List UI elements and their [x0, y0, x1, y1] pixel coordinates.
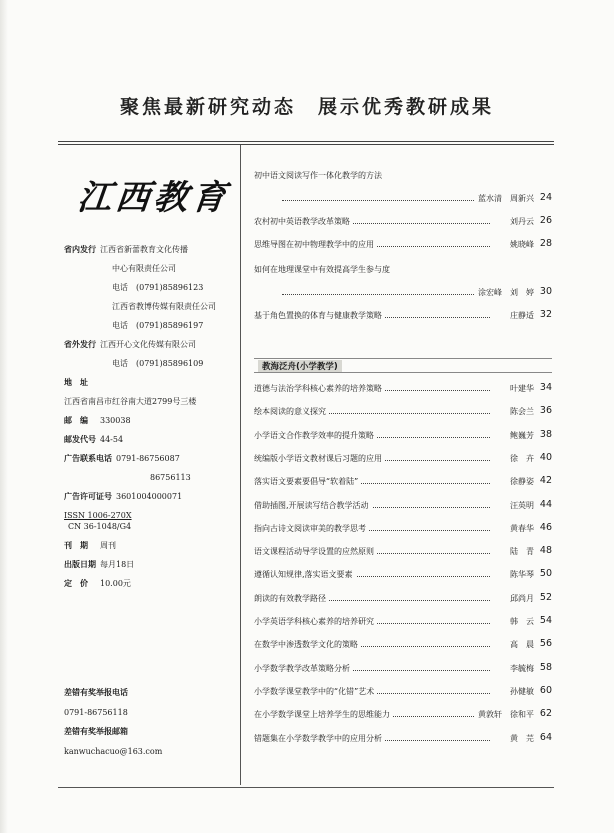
toc-entry[interactable] [254, 593, 552, 607]
zip-value: 330038 [100, 416, 131, 425]
toc-entry-author: 鲍巍芳 [507, 430, 534, 441]
toc-entry-author: 叶建华 [507, 383, 534, 394]
toc-entry-title: 在数学中渗透数学文化的策略 [254, 639, 361, 650]
toc-entry-author: 刘丹云 [507, 216, 534, 227]
ad-phone-label: 广告联系电话 [64, 454, 112, 463]
toc-entry[interactable] [254, 709, 552, 723]
toc-entry[interactable] [254, 239, 552, 253]
toc-entry-author: 李毓梅 [507, 663, 534, 674]
toc-entry[interactable] [254, 193, 552, 207]
postal-code-value: 44-54 [100, 435, 124, 444]
toc-entry-page: 42 [539, 475, 552, 487]
toc-entry-title: 小学数学教学改革策略分析 [254, 663, 353, 674]
toc-entry-title: 小学语文合作教学效率的提升策略 [254, 430, 377, 441]
toc-entry-author: 汪英明 [507, 500, 534, 511]
toc-entry-author: 黄春华 [507, 523, 534, 534]
toc-entry-page: 58 [539, 661, 552, 673]
toc-entry[interactable] [254, 430, 552, 444]
frequency-value: 周刊 [100, 541, 116, 550]
toc-entry-title: 绘本阅读的意义探究 [254, 406, 329, 417]
toc-entry[interactable] [254, 569, 552, 583]
ad-permit-value: 3601004000071 [116, 492, 183, 501]
toc-entry-page: 56 [539, 638, 552, 650]
ad-phone-1: 0791-86756087 [116, 454, 180, 463]
toc-entry-author: 涂宏峰 刘 婷 [475, 287, 534, 298]
toc-entry[interactable] [254, 287, 552, 301]
report-phone-value: 0791-86756118 [64, 707, 128, 717]
domestic-phone-1: 电话 (0791)85896123 [112, 283, 204, 292]
domestic-distributor-1-cont: 中心有限责任公司 [112, 264, 176, 273]
domestic-distributor-1: 江西省新蕾教育文化传播 [100, 245, 188, 254]
toc-entry-title: 借助插图,开展读写结合教学活动 [254, 500, 372, 511]
toc-entry-author: 陆 青 [507, 546, 534, 557]
toc-entry[interactable] [254, 476, 552, 490]
dot-leader [282, 294, 490, 295]
toc-entry-title: 小学数学课堂教学中的“化错”艺术 [254, 686, 377, 697]
toc-entry-author: 陈会兰 [507, 406, 534, 417]
toc-entry-author: 徐静姿 [507, 476, 534, 487]
toc-entry-title: 错题集在小学数学教学中的应用分析 [254, 733, 385, 744]
toc-entry-page: 48 [539, 545, 552, 557]
toc-entry-page: 52 [539, 591, 552, 603]
section-header [254, 358, 552, 373]
pub-date-value: 每月18日 [100, 560, 135, 569]
toc-entry[interactable] [254, 546, 552, 560]
toc-entry[interactable] [254, 383, 552, 397]
ad-phone-2: 86756113 [150, 473, 191, 482]
toc-entry-page: 32 [539, 309, 552, 320]
price-label: 定 价 [64, 579, 88, 588]
address-label: 地 址 [64, 378, 88, 387]
toc-entry-page: 38 [539, 428, 552, 440]
toc-entry-title: 小学英语学科核心素养的培养研究 [254, 616, 377, 627]
section-title: 教海泛舟(小学教学) [258, 360, 342, 372]
toc-entry-title: 道德与法治学科核心素养的培养策略 [254, 383, 385, 394]
toc-entry[interactable] [254, 500, 552, 514]
toc-entry-author: 韩 云 [507, 616, 534, 627]
error-report-info [64, 683, 162, 761]
issn: ISSN 1006-270X [64, 511, 132, 520]
toc-entry-title: 语文课程活动导学设置的应然原则 [254, 546, 377, 557]
toc-entry-page: 30 [539, 286, 552, 297]
report-email-label: 差错有奖举报邮箱 [64, 727, 128, 736]
page-headline: 聚焦最新研究动态 展示优秀教研成果 [119, 96, 494, 118]
toc-entry-page: 60 [539, 684, 552, 696]
toc-entry[interactable] [254, 686, 552, 700]
address-value: 江西省南昌市红谷南大道2799号三楼 [64, 397, 197, 406]
toc-entry-page: 34 [539, 382, 552, 393]
toc-entry-page: 50 [539, 568, 552, 580]
toc-entry-author: 黄 芫 [507, 733, 534, 744]
toc-entry-title: 初中语文阅读写作一体化教学的方法 [254, 171, 382, 180]
publication-info [64, 240, 234, 593]
toc-entry-page: 44 [539, 498, 552, 510]
toc-entry[interactable] [254, 310, 552, 324]
toc-entry-author: 蓝水清 周新兴 [475, 193, 534, 204]
toc-entry[interactable] [254, 406, 552, 420]
toc-entry-page: 36 [539, 405, 552, 417]
postal-code-label: 邮发代号 [64, 435, 96, 444]
toc-entry-page: 62 [539, 708, 552, 720]
toc-entry-author: 孙健敏 [507, 686, 534, 697]
toc-entry-page: 40 [539, 451, 552, 463]
toc-entry[interactable] [254, 216, 552, 230]
page-edge-shadow [0, 0, 8, 833]
price-value: 10.00元 [100, 579, 131, 588]
pub-date-label: 出版日期 [64, 560, 96, 569]
toc-entry-title: 农村初中英语教学改革策略 [254, 216, 353, 227]
toc-entry-author: 庄静适 [507, 310, 534, 321]
header-rule [58, 144, 554, 145]
masthead-logo: 江西教育 [75, 178, 232, 218]
toc-entry-page: 64 [539, 731, 552, 743]
toc-entry-author: 徐 卉 [507, 453, 534, 464]
external-label: 省外发行 [64, 340, 96, 349]
domestic-phone-2: 电话 (0791)85896197 [112, 321, 204, 330]
toc-entry-title: 遵循认知规律,落实语文要素 [254, 569, 356, 580]
toc-entry-page: 24 [539, 192, 552, 203]
column-divider [240, 145, 241, 785]
toc-entry-author: 高 晨 [507, 639, 534, 650]
toc-entry-title: 落实语文要素要倡导“软着陆” [254, 476, 361, 487]
external-distributor: 江西开心文化传媒有限公司 [100, 340, 196, 349]
toc-entry-page: 28 [539, 238, 552, 249]
toc-entry-author: 黄敦轩 徐和平 [475, 709, 534, 720]
external-phone: 电话 (0791)85896109 [112, 359, 204, 368]
toc-entry-title: 如何在地理课堂中有效提高学生参与度 [254, 265, 390, 274]
toc-entry-author: 姚晓峰 [507, 239, 534, 250]
toc-entry-author: 陈华琴 [507, 569, 534, 580]
toc-entry-title: 朗读的有效教学路径 [254, 593, 329, 604]
frequency-label: 刊 期 [64, 541, 88, 550]
toc-entry-title: 在小学数学课堂上培养学生的思维能力 [254, 709, 393, 720]
toc-entry-title: 基于角色置换的体育与健康教学策略 [254, 310, 385, 321]
toc-entry-page: 54 [539, 615, 552, 626]
cn-number: CN 36-1048/G4 [68, 522, 132, 531]
ad-permit-label: 广告许可证号 [64, 492, 112, 501]
report-phone-label: 差错有奖举报电话 [64, 688, 128, 697]
toc-entry[interactable] [254, 733, 552, 747]
toc-entry[interactable] [254, 639, 552, 653]
toc-entry[interactable] [254, 453, 552, 467]
footer-rule [58, 787, 554, 788]
domestic-label: 省内发行 [64, 245, 96, 254]
zip-label: 邮 编 [64, 416, 88, 425]
toc-entry-title: 指向古诗文阅读审美的教学思考 [254, 523, 369, 534]
header-rule [58, 141, 554, 142]
report-email-value: kanwuchacuo@163.com [64, 746, 163, 756]
toc-entry[interactable] [254, 663, 552, 677]
dot-leader [282, 200, 490, 201]
toc-entry[interactable] [254, 523, 552, 537]
toc-entry[interactable] [254, 616, 552, 630]
toc-entry-title: 统编版小学语文教材课后习题的应用 [254, 453, 385, 464]
domestic-distributor-2: 江西省教博传媒有限责任公司 [112, 302, 216, 311]
toc-entry-page: 26 [539, 215, 552, 226]
toc-entry-title: 思维导图在初中物理教学中的应用 [254, 239, 377, 250]
toc-entry-author: 邱尚月 [507, 593, 534, 604]
toc-entry-page: 46 [539, 521, 552, 533]
